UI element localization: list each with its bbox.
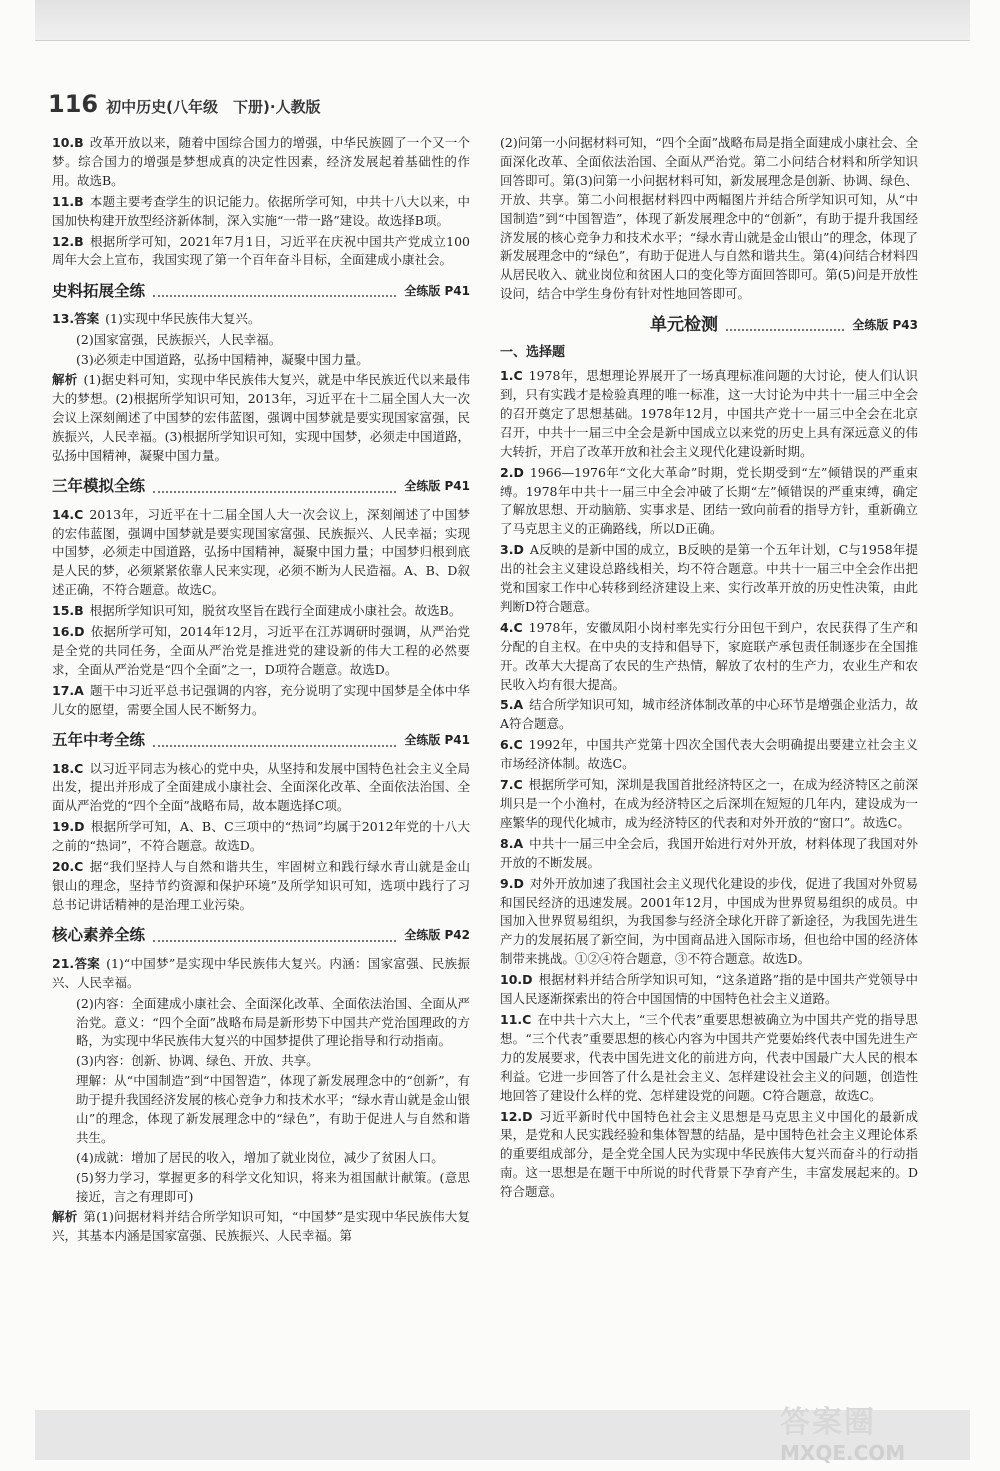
answer-item: 14.C 2013年，习近平在十二届全国人大一次会议上，深刻阐述了中国梦的宏伟蓝图，强调中国梦就是要实现国家富强、民族振兴、人民幸福；实现中国梦，必须走中国道路，弘扬中国精神，凝聚中国力量；中国梦归根到底是人民的梦，必须紧紧依靠人民来实现，必须不断为人民造福。A、B、D叙述正确，不符合题意。故选C。 — [52, 506, 470, 598]
right-column — [500, 134, 918, 1204]
part-label: 一、选择题 — [500, 345, 566, 361]
answer-item: 8.A 中共十一届三中全会后，我国开始进行对外开放，材料体现了我国对外开放的不断发展。 — [500, 835, 918, 870]
answer-item: 18.C 以习近平同志为核心的党中央，从坚持和发展中国特色社会主义全局出发，提出并形成了全面建成小康社会、全面深化改革、全面依法治国、全面从严治党的“四个全面”战略布局，故本题选择C项。 — [52, 760, 470, 814]
answer-item: 3.D A反映的是新中国的成立，B反映的是第一个五年计划，C与1958年提出的社会主义建设总路线相关，均不符合题意。中共十一届三中全会作出把党和国家工作中心转移到经济建设上来、实行改革开放的历史性决策，由此判断D符合题意。 — [500, 542, 918, 614]
answer-item: 17.A 题干中习近平总书记强调的内容，充分说明了实现中国梦是全体中华儿女的愿望，需要全国人民不断努力。 — [52, 682, 470, 717]
top-band — [35, 0, 970, 41]
watermark-url: MXQE.COM — [780, 1441, 906, 1465]
analysis: 解析 第(1)问据材料并结合所学知识可知，“中国梦”是实现中华民族伟大复兴，其基本内涵是国家富强、民族振兴、人民幸福。第 — [52, 1208, 470, 1243]
page-header — [48, 90, 321, 120]
watermark-main: 答案圈 — [780, 1405, 876, 1440]
answer-item: 21.答案 (1)“中国梦”是实现中华民族伟大复兴。内涵：国家富强、民族振兴、人民幸福。 — [52, 955, 470, 990]
answer-item: 15.B 根据所学知识可知，脱贫攻坚旨在践行全面建成小康社会。故选B。 — [52, 603, 462, 619]
answer-item: 9.D 对外开放加速了我国社会主义现代化建设的步伐，促进了我国对外贸易和国民经济的迅速发展。2001年12月，中国成为世界贸易组织的成员。中国加入世界贸易组织，为我国参与经济全球化开辟了新途径，为我国先进生产力的发展拓展了新空间，为中国商品进入国际市场，但也给中国的经济体制带来挑战。①②④符合题意，③不符合题意。故选D。 — [500, 875, 918, 967]
section-header: 核心素养全练 全练版 P42 — [52, 926, 470, 945]
answer-item: 19.D 根据所学可知，A、B、C三项中的“热词”均属于2012年党的十八大之前的“热词”，不符合题意。故选D。 — [52, 819, 470, 854]
answer-item: 10.D 根据材料并结合所学知识可知，“这条道路”指的是中国共产党领导中国人民逐渐探索出的符合中国国情的中国特色社会主义道路。 — [500, 972, 918, 1007]
section-header: 史料拓展全练 全练版 P41 — [52, 281, 470, 300]
answer-item: 1.C 1978年，思想理论界展开了一场真理标准问题的大讨论，使人们认识到，只有实践才是检验真理的唯一标准，这一大讨论为中共十一届三中全会的召开奠定了思想基础。1978年12月，中国共产党十一届三中全会在北京召开，中共十一届三中全会是新中国成立以来党的历史上具有深远意义的伟大转折，开启了改革开放和社会主义现代化建设新时期。 — [500, 368, 918, 459]
section-header: 五年中考全练 全练版 P41 — [52, 731, 470, 750]
answer-item: 12.D 习近平新时代中国特色社会主义思想是马克思主义中国化的最新成果，是党和人民实践经验和集体智慧的结晶，是中国特色社会主义理论体系的重要组成部分，是全党全国人民为实现中华民族伟大复兴而奋斗的行动指南。这一思想是在题干中所说的时代背景下孕育产生，丰富发展起来的。D符合题意。 — [500, 1108, 918, 1200]
answer-item: 4.C 1978年，安徽凤阳小岗村率先实行分田包干到户，农民获得了生产和分配的自主权。在中央的支持和倡导下，家庭联产承包责任制逐步在全国推开。改革大大提高了农民的生产热情，解放了农村的生产力，农业生产和农民收入均有很大提高。 — [500, 619, 918, 692]
answer-line: (5)努力学习，掌握更多的科学文化知识，将来为祖国献计献策。(意思接近，言之有理即可) — [76, 1169, 470, 1204]
answer-item: 2.D 1966—1976年“文化大革命”时期，党长期受到“左”倾错误的严重束缚。1978年中共十一届三中全会冲破了长期“左”倾错误的严重束缚，确定了解放思想、开动脑筋、实事求是、团结一致向前看的指导方针，重新确立了马克思主义的正确路线，所以D正确。 — [500, 464, 918, 537]
answer-line: (4)成就：增加了居民的收入，增加了就业岗位，减少了贫困人口。 — [76, 1149, 444, 1165]
answer-item: 5.A 结合所学知识可知，城市经济体制改革的中心环节是增强企业活力，故A符合题意。 — [500, 697, 918, 732]
left-column — [52, 134, 470, 1247]
section-header: 单元检测 全练版 P43 — [650, 314, 918, 335]
answer-item: 6.C 1992年，中国共产党第十四次全国代表大会明确提出要建立社会主义市场经济体制。故选C。 — [500, 737, 918, 772]
answer-item: 10.B 改革开放以来，随着中国综合国力的增强，中华民族圆了一个又一个梦。综合国力的增强是梦想成真的决定性因素，经济发展起着基础性的作用。故选B。 — [52, 135, 470, 188]
answer-item: 11.B 本题主要考查学生的识记能力。依据所学可知，中共十八大以来，中国加快构建开放型经济新体制，深入实施“一带一路”建设。故选择B项。 — [52, 193, 470, 228]
book-title: 初中历史(八年级 下册)·人教版 — [106, 98, 321, 116]
analysis-continued: (2)问第一小问据材料可知，“四个全面”战略布局是指全面建成小康社会、全面深化改革、全面依法治国、全面从严治党。第二小问结合材料和所学知识回答即可。第(3)问第一小问据材料可知，新发展理念是创新、协调、绿色、开放、共享。第二小问根据材料四中两幅图片并结合所学知识可知，从“中国制造”到“中国智造”，体现了新发展理念中的“创新”，有助于提升我国经济发展的核心竞争力和技术水平；“绿水青山就是金山银山”的理念，体现了新发展理念中的“绿色”，有助于促进人与自然和谐共生。第(4)问结合材料四从居民收入、就业岗位和贫困人口的变化等方面回答即可。第(5)问是开放性设问，结合中学生身份有针对性地回答即可。 — [500, 135, 918, 302]
answer-item: 20.C 据“我们坚持人与自然和谐共生，牢固树立和践行绿水青山就是金山银山的理念，坚持节约资源和保护环境”及所学知识可知，选项中践行了习总书记讲话精神的是治理工业污染。 — [52, 859, 470, 912]
answer-item: 11.C 在中共十六大上，“三个代表”重要思想被确立为中国共产党的指导思想。“三个代表”重要思想的核心内容为中国共产党要始终代表中国先进生产力的发展要求，代表中国先进文化的前进方向，代表中国最广大人民的根本利益。它进一步回答了什么是社会主义、怎样建设社会主义的问题，创造性地回答了建设什么样的党、怎样建设党的问题。C符合题意，故选C。 — [500, 1011, 918, 1103]
analysis: 解析 (1)据史料可知，实现中华民族伟大复兴，就是中华民族近代以来最伟大的梦想。(2)根据所学知识可知，2013年，习近平在十二届全国人大一次会议上深刻阐述了中国梦的宏伟蓝图，强调中国梦就是要实现国家富强，民族振兴，人民幸福。(3)根据所学知识可知，实现中国梦，必须走中国道路，弘扬中国精神，凝聚中国力量。 — [52, 372, 470, 463]
answer-line: (2)国家富强，民族振兴，人民幸福。 — [76, 332, 282, 348]
answer-line: (2)内容：全面建成小康社会、全面深化改革、全面依法治国、全面从严治党。意义：“四个全面”战略布局是新形势下中国共产党治国理政的方略，为实现中华民族伟大复兴的中国梦提供了理论指导和行动指南。 — [76, 995, 470, 1049]
answer-line: (3)必须走中国道路，弘扬中国精神，凝聚中国力量。 — [76, 352, 369, 368]
answer-item: 16.D 依据所学可知，2014年12月，习近平在江苏调研时强调，从严治党是全党的共同任务，全面从严治党是推进党的建设新的伟大工程的必然要求，全面从严治党是“四个全面”之一，D项符合题意。故选D。 — [52, 624, 470, 677]
page-number: 116 — [48, 90, 99, 118]
watermark-logo — [780, 1397, 960, 1465]
answer-line: 理解：从“中国制造”到“中国智造”，体现了新发展理念中的“创新”，有助于提升我国经济发展的核心竞争力和技术水平；“绿水青山就是金山银山”的理念，体现了新发展理念中的“绿色”，有助于促进人与自然和谐共生。 — [76, 1073, 470, 1145]
answer-item: 12.B 根据所学可知，2021年7月1日，习近平在庆祝中国共产党成立100周年大会上宣布，我国实现了第一个百年奋斗目标，全面建成小康社会。 — [52, 233, 470, 268]
section-header: 三年模拟全练 全练版 P41 — [52, 477, 470, 496]
answer-item: 7.C 根据所学可知，深圳是我国首批经济特区之一，在成为经济特区之前深圳只是一个小渔村，在成为经济特区之后深圳在短短的几年内，建设成为一座繁华的现代化城市，成为经济特区的代表和对外开放的“窗口”。故选C。 — [500, 777, 918, 830]
answer-line: (3)内容：创新、协调、绿色、开放、共享。 — [76, 1053, 319, 1069]
answer-item: 13.答案 (1)实现中华民族伟大复兴。 — [52, 311, 261, 327]
